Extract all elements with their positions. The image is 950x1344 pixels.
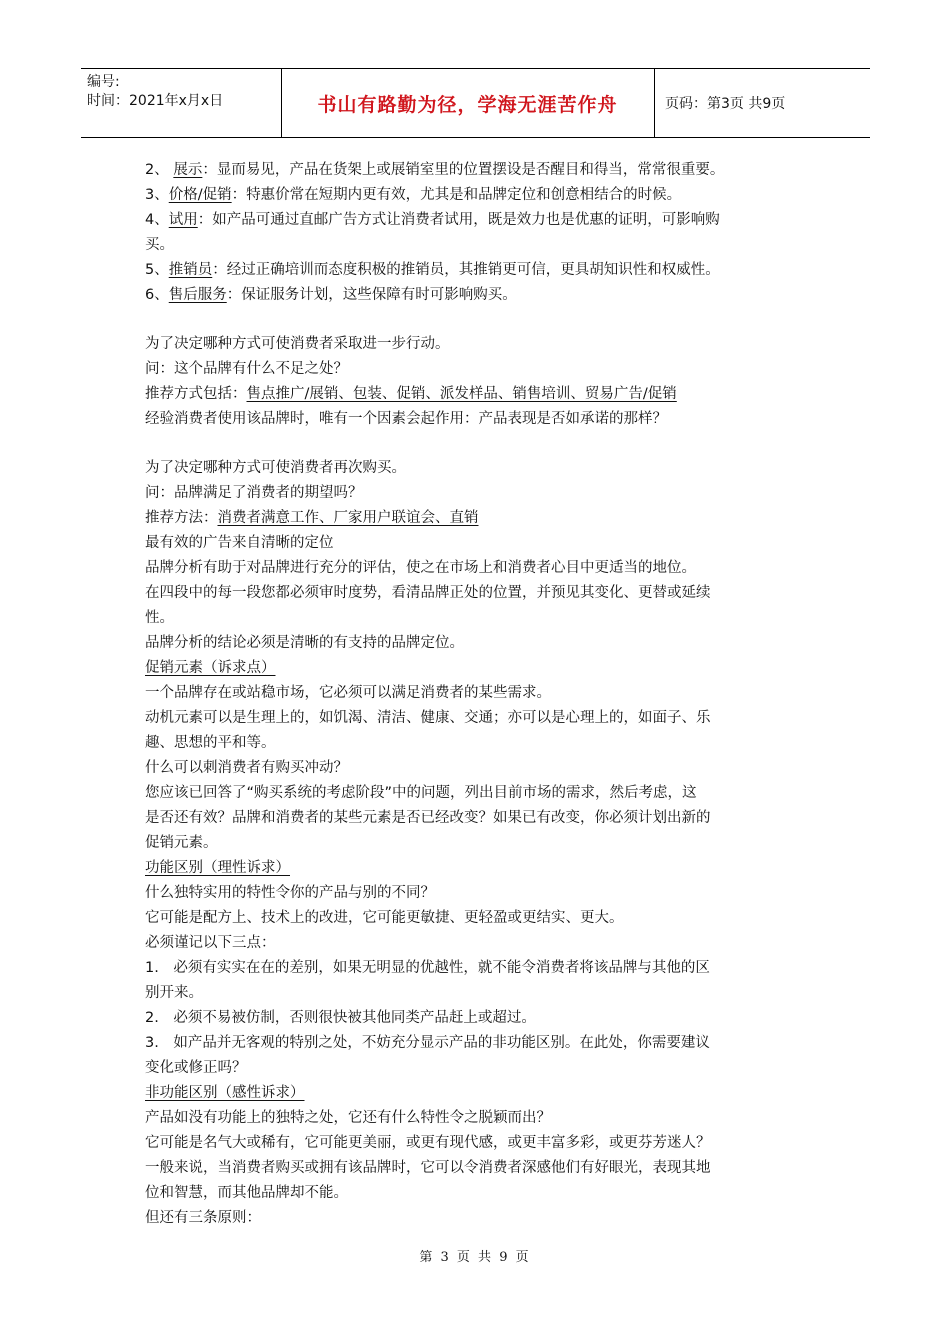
list-item-heading: 展示 [173, 162, 203, 178]
list-item: 5、推销员：经过正确培训而态度积极的推销员，其推销更可信，更具胡知识性和权威性。 [145, 262, 720, 278]
paragraph: 在四段中的每一段您都必须审时度势，看清品牌正处的位置，并预见其变化、更替或延续 [145, 585, 711, 601]
section-heading: 促销元素（诉求点） [145, 660, 276, 676]
paragraph: 促销元素。 [145, 835, 218, 851]
paragraph: 一个品牌存在或站稳市场，它必须可以满足消费者的某些需求。 [145, 685, 551, 701]
list-item: 6、售后服务：保证服务计划，这些保障有时可影响购买。 [145, 287, 517, 303]
time-label: 时间：2021年x月x日 [87, 93, 224, 109]
paragraph: 动机元素可以是生理上的，如饥渴、清洁、健康、交通；亦可以是心理上的，如面子、乐 [145, 710, 711, 726]
paragraph: 产品如没有功能上的独特之处，它还有什么特性令之脱颖而出？ [145, 1110, 551, 1126]
paragraph: 买。 [145, 237, 174, 253]
paragraph: 经验消费者使用该品牌时，唯有一个因素会起作用：产品表现是否如承诺的那样？ [145, 411, 667, 427]
number-label: 编号: [87, 74, 120, 90]
paragraph: 是否还有效？品牌和消费者的某些元素是否已经改变？如果已有改变，你必须计划出新的 [145, 810, 711, 826]
paragraph: 品牌分析的结论必须是清晰的有支持的品牌定位。 [145, 635, 464, 651]
paragraph: 问：这个品牌有什么不足之处？ [145, 361, 348, 377]
list-item: 1. 必须有实实在在的差别，如果无明显的优越性，就不能令消费者将该品牌与其他的区 [145, 960, 710, 976]
list-item: 2. 必须不易被仿制，否则很快被其他同类产品赶上或超过。 [145, 1010, 536, 1026]
paragraph: 趣、思想的平和等。 [145, 735, 276, 751]
paragraph: 但还有三条原则： [145, 1210, 261, 1226]
document-body [145, 158, 815, 1231]
paragraph: 为了决定哪种方式可使消费者采取进一步行动。 [145, 336, 450, 352]
list-item: 3. 如产品并无客观的特别之处，不妨充分显示产品的非功能区别。在此处，你需要建议 [145, 1035, 710, 1051]
recommendation-list: 消费者满意工作、厂家用户联谊会、直销 [217, 510, 479, 526]
header-divider [654, 69, 655, 137]
recommendation-list: 售点推广/展销、包装、促销、派发样品、销售培训、贸易广告/促销 [246, 386, 677, 402]
header-motto: 书山有路勤为径，学海无涯苦作舟 [317, 93, 618, 116]
paragraph: 什么可以刺消费者有购买冲动？ [145, 760, 348, 776]
paragraph: 变化或修正吗？ [145, 1060, 247, 1076]
paragraph: 必须谨记以下三点： [145, 935, 276, 951]
list-item-heading: 价格/促销 [168, 187, 232, 203]
page-header [81, 68, 870, 138]
header-meta [87, 73, 223, 111]
paragraph: 它可能是名气大或稀有，它可能更美丽，或更有现代感，或更丰富多彩，或更芬芳迷人？ [145, 1135, 711, 1151]
list-item-heading: 售后服务 [168, 287, 227, 303]
paragraph: 为了决定哪种方式可使消费者再次购买。 [145, 460, 406, 476]
list-item-heading: 推销员 [168, 262, 213, 278]
list-item: 2、 展示：显而易见，产品在货架上或展销室里的位置摆设是否醒目和得当，常常很重要。 [145, 162, 725, 178]
list-item: 3、价格/促销：特惠价常在短期内更有效，尤其是和品牌定位和创意相结合的时候。 [145, 187, 682, 203]
paragraph: 它可能是配方上、技术上的改进，它可能更敏捷、更轻盈或更结实、更大。 [145, 910, 624, 926]
header-page-number: 页码：第3页 共9页 [665, 96, 786, 112]
paragraph: 最有效的广告来自清晰的定位 [145, 535, 334, 551]
page-footer: 第 3 页 共 9 页 [419, 1250, 531, 1265]
paragraph: 问：品牌满足了消费者的期望吗？ [145, 485, 363, 501]
paragraph: 位和智慧，而其他品牌却不能。 [145, 1185, 348, 1201]
paragraph: 一般来说，当消费者购买或拥有该品牌时，它可以令消费者深感他们有好眼光，表现其地 [145, 1160, 711, 1176]
paragraph: 别开来。 [145, 985, 203, 1001]
paragraph: 您应该已回答了“购买系统的考虑阶段”中的问题，列出目前市场的需求，然后考虑，这 [145, 785, 697, 801]
paragraph: 推荐方法：消费者满意工作、厂家用户联谊会、直销 [145, 510, 479, 526]
section-heading: 功能区别（理性诉求） [145, 860, 290, 876]
list-item-heading: 试用 [168, 212, 198, 228]
list-item: 4、试用：如产品可通过直邮广告方式让消费者试用，既是效力也是优惠的证明，可影响购 [145, 212, 720, 228]
section-heading: 非功能区别（感性诉求） [145, 1085, 305, 1101]
paragraph: 什么独特实用的特性令你的产品与别的不同？ [145, 885, 435, 901]
paragraph: 性。 [145, 610, 174, 626]
paragraph: 推荐方式包括：售点推广/展销、包装、促销、派发样品、销售培训、贸易广告/促销 [145, 386, 677, 402]
paragraph: 品牌分析有助于对品牌进行充分的评估，使之在市场上和消费者心目中更适当的地位。 [145, 560, 696, 576]
